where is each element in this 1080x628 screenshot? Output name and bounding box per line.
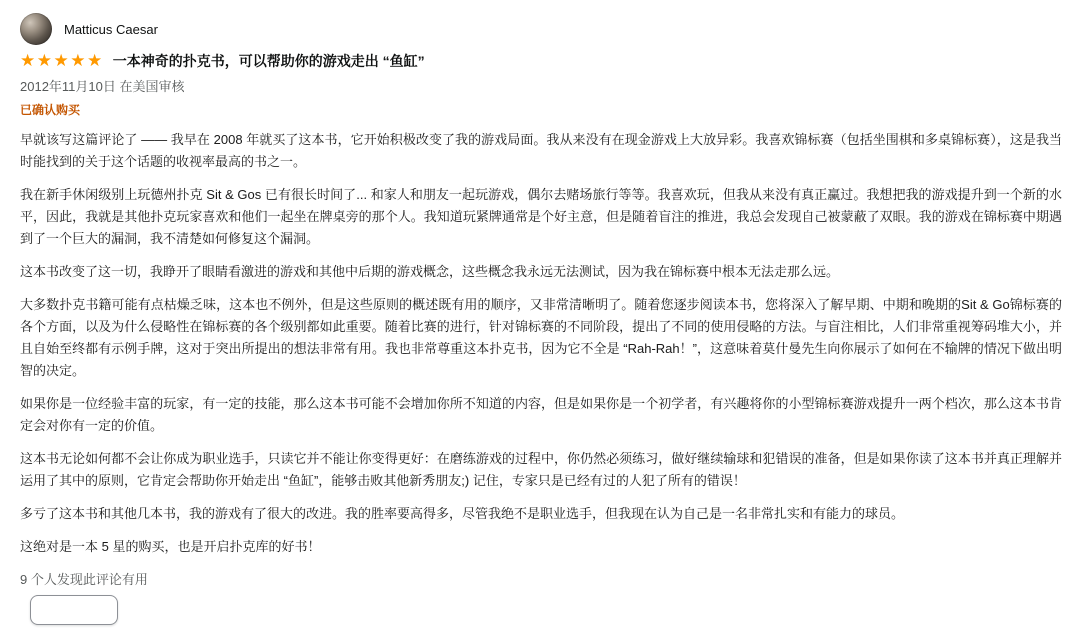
helpful-button[interactable] [30,595,118,625]
reviewer-profile[interactable] [20,12,1062,46]
review-date: 2012年11月10日 在美国审核 [20,79,185,94]
review-title[interactable]: 一本神奇的扑克书，可以帮助你的游戏走出 “鱼缸” [112,53,425,69]
review-body [20,129,1062,558]
review-paragraph: 早就该写这篇评论了 —— 我早在 2008 年就买了这本书，它开始积极改变了我的游戏局面。我从来没有在现金游戏上大放异彩。我喜欢锦标赛（包括坐围棋和多桌锦标赛），这是我当时能找到的关于这个话题的收视率最高的书之一。 [20,132,1062,169]
review-paragraph: 如果你是一位经验丰富的玩家，有一定的技能，那么这本书可能不会增加你所不知道的内容，但是如果你是一个初学者，有兴趣将你的小型锦标赛游戏提升一两个档次，那么这本书肯定会对你有一定的价值。 [20,396,1062,433]
avatar[interactable] [20,13,52,45]
verified-purchase-badge: 已确认购买 [20,103,81,117]
reviewer-name[interactable]: Matticus Caesar [64,21,158,37]
review-paragraph: 我在新手休闲级别上玩德州扑克 Sit & Gos 已有很长时间了... 和家人和朋友一起玩游戏，偶尔去赌场旅行等等。我喜欢玩，但我从来没有真正赢过。我想把我的游戏提升到一个新的水平，因此，我就是其他扑克玩家喜欢和他们一起坐在牌桌旁的那个人。我知道玩紧牌通常是个好主意，但是随着盲注的推进，我总会发现自己被蒙蔽了双眼。我的游戏在锦标赛中期遇到了一个巨大的漏洞，我不清楚如何修复这个漏洞。 [20,187,1062,246]
helpful-count: 9 个人发现此评论有用 [20,572,148,587]
review-paragraph: 这本书无论如何都不会让你成为职业选手，只读它并不能让你变得更好：在磨练游戏的过程中，你仍然必须练习，做好继续输球和犯错误的准备，但是如果你读了这本书并真正理解并运用了其中的原则，它肯定会帮助你开始走出 “鱼缸”，能够击败其他新秀朋友;) 记住，专家只是已经有过的人犯了所有的错误！ [20,451,1062,488]
review-paragraph: 大多数扑克书籍可能有点枯燥乏味，这本也不例外，但是这些原则的概述既有用的顺序，又非常清晰明了。随着您逐步阅读本书，您将深入了解早期、中期和晚期的Sit & Go锦标赛的各个方面，以及为什么侵略性在锦标赛的各个级别都如此重要。随着比赛的进行，针对锦标赛的不同阶段，提出了不同的使用侵略的方法。与盲注相比，人们非常重视筹码堆大小，并且自始至终都有示例手牌，这对于突出所提出的想法非常有用。我也非常尊重这本扑克书，因为它不全是 “Rah-Rah！”，这意味着莫什曼先生向你展示了如何在不输牌的情况下做出明智的决定。 [20,297,1062,378]
star-rating-icon: ★★★★★ [20,50,104,70]
review-paragraph: 这本书改变了这一切，我睁开了眼睛看激进的游戏和其他中后期的游戏概念，这些概念我永远无法测试，因为我在锦标赛中根本无法走那么远。 [20,264,840,279]
review-paragraph: 多亏了这本书和其他几本书，我的游戏有了很大的改进。我的胜率要高得多，尽管我绝不是职业选手，但我现在认为自己是一名非常扎实和有能力的球员。 [20,506,905,521]
review-paragraph: 这绝对是一本 5 星的购买，也是开启扑克库的好书！ [20,539,321,554]
rating-title-row [20,51,1062,71]
